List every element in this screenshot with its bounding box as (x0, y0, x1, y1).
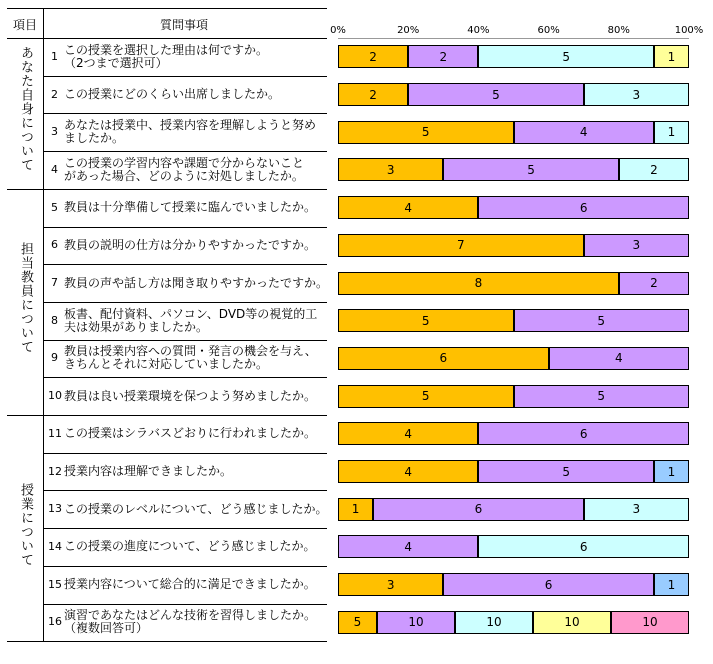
bar-segment (533, 611, 611, 634)
bar-segment (338, 611, 377, 634)
x-tick-label: 100% (674, 25, 704, 36)
bar-segment (338, 498, 373, 521)
bar-segment (514, 121, 654, 144)
bar-value-label: 3 (632, 87, 641, 102)
question-text-line: この授業はシラバスどおりに行われましたか。 (64, 426, 317, 441)
question-number: 9 (51, 351, 58, 365)
bar-segment (584, 83, 689, 106)
bar-value-label: 5 (562, 464, 570, 479)
question-text-line: ましたか。 (64, 131, 125, 146)
question-number: 8 (51, 313, 58, 327)
bar-value-label: 2 (650, 162, 658, 177)
bar-segment (338, 347, 549, 370)
bar-segment (549, 347, 689, 370)
bar-segment (373, 498, 584, 521)
question-text-line: この授業を選択した理由は何ですか。 (64, 42, 269, 57)
row-border (43, 490, 327, 491)
question-text-line: 教員の声や話し方は聞き取りやすかったですか。 (64, 275, 329, 290)
question-number: 13 (48, 502, 62, 516)
table-column-divider (43, 8, 44, 641)
category-label: あなた自身について (18, 45, 33, 172)
bar-segment (478, 460, 654, 483)
row-border (43, 604, 327, 605)
question-text-line: 授業内容について総合的に満足できましたか。 (64, 577, 316, 592)
bar-value-label: 5 (597, 389, 606, 404)
bar-value-label: 5 (527, 162, 535, 177)
bar-value-label: 5 (353, 615, 362, 630)
bar-segment (478, 535, 689, 558)
row-border (43, 113, 327, 114)
bar-segment (455, 611, 533, 634)
x-tick-label: 80% (607, 25, 630, 36)
question-text-line: 教員は授業内容への質問・発言の機会を与え、 (64, 344, 317, 359)
row-border (43, 528, 327, 529)
bar-segment (478, 422, 689, 445)
bar-segment (338, 535, 478, 558)
question-text-line: 教員の説明の仕方は分かりやすかったですか。 (64, 237, 317, 252)
bar-value-label: 10 (486, 615, 502, 630)
bar-value-label: 4 (579, 125, 588, 140)
bar-value-label: 8 (474, 276, 483, 291)
row-border (43, 340, 327, 341)
bar-segment (338, 45, 408, 68)
bar-segment (478, 196, 689, 219)
bar-segment (443, 158, 619, 181)
bar-value-label: 2 (439, 49, 448, 64)
x-tick-label: 60% (537, 25, 560, 36)
question-number: 11 (48, 426, 62, 440)
question-text-line: 授業内容は理解できましたか。 (64, 464, 233, 479)
question-text-line: 夫は効果がありましたか。 (64, 319, 209, 334)
bar-value-label: 4 (404, 464, 413, 479)
bar-value-label: 6 (439, 351, 448, 366)
question-text-line: （2つまで選択可） (64, 55, 168, 70)
question-text-line: 教員は良い授業環境を保つよう努めましたか。 (64, 388, 317, 403)
bar-segment (619, 272, 689, 295)
bar-value-label: 2 (369, 87, 377, 102)
category-label: 授業について (18, 483, 33, 568)
bar-value-label: 1 (667, 577, 676, 592)
x-tick-label: 20% (397, 25, 420, 36)
question-text-line: この授業の進度について、どう感じましたか。 (64, 539, 316, 554)
bar-value-label: 1 (667, 464, 676, 479)
bar-segment (338, 83, 408, 106)
question-text-line: この授業のレベルについて、どう感じましたか。 (64, 501, 328, 516)
bar-value-label: 2 (650, 276, 658, 291)
bar-segment (408, 45, 478, 68)
table-top-border (7, 8, 327, 9)
bar-value-label: 3 (632, 238, 641, 253)
bar-value-label: 4 (404, 426, 413, 441)
category-label: 担当教員について (18, 241, 33, 354)
bar-segment (338, 573, 443, 596)
bar-value-label: 6 (579, 200, 588, 215)
bar-value-label: 1 (351, 502, 360, 517)
question-text-line: あなたは授業中、授業内容を理解しようと努め (64, 118, 317, 133)
row-border (43, 227, 327, 228)
question-number: 3 (51, 125, 58, 139)
bar-value-label: 10 (642, 615, 658, 630)
bar-value-label: 5 (421, 313, 430, 328)
bar-segment (338, 309, 514, 332)
bar-value-label: 4 (404, 539, 413, 554)
question-number: 4 (51, 162, 58, 176)
bar-value-label: 10 (408, 615, 424, 630)
x-axis-top-line (338, 38, 689, 39)
bar-value-label: 6 (579, 539, 588, 554)
bar-segment (338, 422, 478, 445)
bar-value-label: 7 (457, 238, 465, 253)
bar-segment (377, 611, 455, 634)
question-text-line: 板書、配付資料、パソコン、DVD等の視覚的工 (64, 306, 318, 321)
bar-segment (478, 45, 654, 68)
bar-segment (443, 573, 654, 596)
row-border (43, 377, 327, 378)
bar-value-label: 5 (492, 87, 500, 102)
question-text-line: があった場合、どのように対処しましたか。 (64, 168, 304, 183)
bar-value-label: 4 (404, 200, 413, 215)
bar-segment (338, 460, 478, 483)
bar-segment (584, 234, 689, 257)
bar-segment (408, 83, 584, 106)
bar-segment (654, 460, 689, 483)
bar-value-label: 1 (667, 49, 676, 64)
bar-value-label: 5 (421, 389, 430, 404)
question-number: 6 (51, 238, 58, 252)
bar-segment (654, 573, 689, 596)
row-border (43, 453, 327, 454)
row-border (43, 566, 327, 567)
bar-segment (611, 611, 689, 634)
question-text-line: 演習であなたはどんな技術を習得しましたか。 (64, 608, 317, 623)
bar-value-label: 3 (386, 162, 395, 177)
table-header-border (7, 38, 327, 39)
category-border (7, 415, 327, 416)
bar-segment (338, 385, 514, 408)
question-number: 16 (48, 615, 62, 629)
question-text-line: （複数回答可） (64, 621, 149, 636)
question-number: 15 (48, 577, 62, 591)
bar-segment (338, 196, 478, 219)
header-category: 項目 (13, 18, 38, 32)
question-number: 5 (51, 200, 58, 214)
bar-value-label: 3 (632, 502, 641, 517)
question-number: 7 (51, 276, 58, 290)
bar-segment (338, 272, 619, 295)
bar-value-label: 6 (579, 426, 588, 441)
bar-segment (338, 234, 584, 257)
row-border (43, 264, 327, 265)
question-number: 10 (48, 389, 62, 403)
bar-segment (654, 45, 689, 68)
bar-segment (338, 121, 514, 144)
question-number: 14 (48, 539, 62, 553)
bar-value-label: 6 (544, 577, 553, 592)
header-question: 質問事項 (160, 18, 209, 32)
question-text-line: 教員は十分準備して授業に臨んでいましたか。 (64, 200, 317, 215)
bar-segment (514, 385, 690, 408)
bar-value-label: 1 (667, 125, 676, 140)
question-text-line: この授業の学習内容や課題で分からないこと (64, 155, 305, 170)
question-text-line: きちんとそれに対応していましたか。 (64, 357, 269, 372)
bar-segment (619, 158, 689, 181)
bar-value-label: 5 (562, 49, 570, 64)
question-number: 1 (51, 49, 58, 63)
question-text-line: この授業にどのくらい出席しましたか。 (64, 87, 281, 102)
bar-value-label: 5 (421, 125, 430, 140)
bar-segment (584, 498, 689, 521)
bar-segment (654, 121, 689, 144)
bar-value-label: 4 (614, 351, 623, 366)
x-tick-label: 0% (330, 25, 346, 36)
row-border (43, 76, 327, 77)
category-border (7, 641, 327, 642)
bar-segment (514, 309, 690, 332)
bar-value-label: 2 (369, 49, 377, 64)
row-border (43, 151, 327, 152)
bar-value-label: 6 (474, 502, 483, 517)
x-tick-label: 40% (467, 25, 490, 36)
row-border (43, 302, 327, 303)
question-number: 2 (51, 87, 58, 101)
bar-segment (338, 158, 443, 181)
bar-value-label: 10 (564, 615, 580, 630)
bar-value-label: 5 (597, 313, 606, 328)
bar-value-label: 3 (386, 577, 395, 592)
category-border (7, 189, 327, 190)
question-number: 12 (48, 464, 62, 478)
